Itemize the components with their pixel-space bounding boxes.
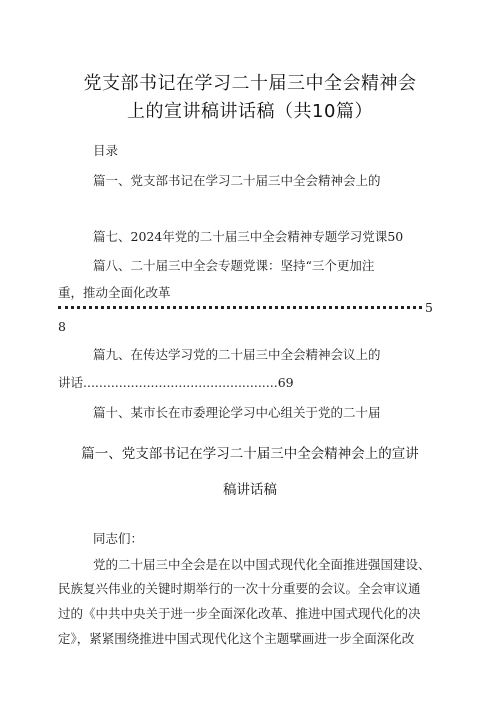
toc-heading: 目录 bbox=[93, 143, 119, 158]
toc-entry-8-line-1[interactable]: 篇八、二十届三中全会专题党课：坚持“三个更加注 bbox=[93, 258, 375, 273]
toc-entry-7[interactable]: 篇七、2024年党的二十届三中全会精神专题学习党课50 bbox=[93, 229, 404, 244]
document-title-line-2: 上的宣讲稿讲话稿（共10篇） bbox=[127, 101, 373, 122]
toc-entry-8-page-part-1: 5 bbox=[425, 300, 433, 315]
toc-entry-1[interactable]: 篇一、党支部书记在学习二十届三中全会精神会上的 bbox=[93, 173, 381, 188]
section-1-paragraph-line-2: 民族复兴伟业的关键时期举行的一次十分重要的会议。全会审议通 bbox=[58, 581, 421, 596]
document-title-line-1: 党支部书记在学习二十届三中全会精神会 bbox=[83, 73, 417, 94]
section-1-paragraph-line-4: 定》，紧紧围绕推进中国式现代化这个主题擘画进一步全面深化改 bbox=[58, 631, 415, 646]
toc-entry-8-page-part-2: 8 bbox=[58, 319, 66, 334]
section-1-greeting: 同志们： bbox=[93, 531, 144, 546]
toc-entry-9-line-1[interactable]: 篇九、在传达学习党的二十届三中全会精神会议上的 bbox=[93, 347, 381, 362]
section-1-paragraph-line-3: 过的《中共中央关于进一步全面深化改革、推进中国式现代化的决 bbox=[58, 606, 421, 621]
section-1-heading-line-2: 稿讲话稿 bbox=[223, 482, 277, 498]
section-1-paragraph-line-1: 党的二十届三中全会是在以中国式现代化全面推进强国建设、 bbox=[93, 557, 431, 572]
toc-leader-dots bbox=[58, 306, 422, 309]
toc-entry-10[interactable]: 篇十、某市长在市委理论学习中心组关于党的二十届 bbox=[93, 405, 381, 420]
section-1-heading-line-1: 篇一、党支部书记在学习二十届三中全会精神会上的宣讲 bbox=[81, 446, 419, 462]
toc-entry-9-line-2[interactable]: 讲话.................................................69 bbox=[58, 375, 294, 390]
toc-entry-8-line-2[interactable]: 重，推动全面化改革 bbox=[58, 285, 171, 300]
